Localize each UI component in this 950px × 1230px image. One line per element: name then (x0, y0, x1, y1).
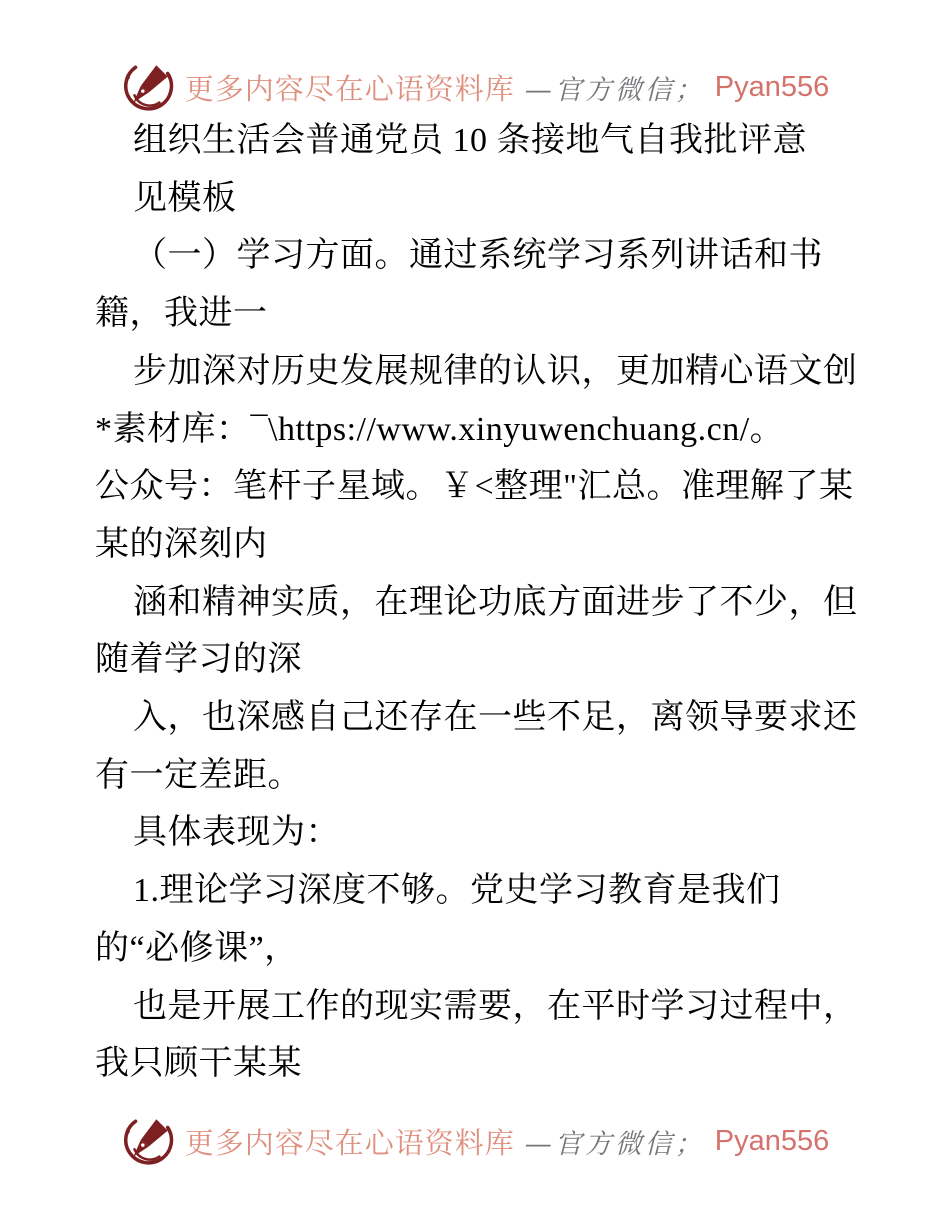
text-line: 具体表现为： (133, 814, 340, 852)
pen-logo-icon (121, 60, 175, 114)
text-line: 籍，我进一 (95, 295, 268, 333)
pen-logo-icon (121, 1114, 175, 1168)
text-line: 随着学习的深 (95, 641, 302, 679)
text-line: 公众号：笔杆子星域。￥<整理"汇总。准理解了某 (95, 468, 854, 506)
text-line: 见模板 (133, 179, 237, 217)
text-line: *素材库：¯\https://www.xinyuwenchuang.cn/。 (95, 410, 785, 448)
text-line: 某的深刻内 (95, 525, 268, 563)
page-header-banner (0, 60, 950, 114)
banner-slogan: 更多内容尽在心语资料库 (184, 1127, 515, 1160)
text-line: 1.理论学习深度不够。党史学习教育是我们 (133, 872, 781, 910)
text-line: 步加深对历史发展规律的认识，更加精心语文创 (133, 352, 858, 390)
banner-wechat-label: —官方微信； (524, 74, 705, 106)
banner-slogan: 更多内容尽在心语资料库 (184, 73, 515, 106)
text-line: 也是开展工作的现实需要，在平时学习过程中， (133, 987, 858, 1025)
text-line: 有一定差距。 (95, 756, 302, 794)
banner-wechat-id: Pyan556 (714, 1124, 830, 1157)
text-line: 入，也深感自己还存在一些不足，离领导要求还 (133, 699, 858, 737)
document-lines (95, 112, 870, 1093)
text-line: 组织生活会普通党员 10 条接地气自我批评意 (133, 122, 807, 159)
page-footer-banner (0, 1114, 950, 1168)
text-line: 的“必修课”， (95, 929, 299, 967)
text-line: 涵和精神实质，在理论功底方面进步了不少，但 (133, 583, 858, 621)
text-line: 我只顾干某某 (95, 1045, 302, 1083)
document-body (95, 112, 870, 1093)
banner-wechat-id: Pyan556 (714, 70, 830, 103)
text-line: （一）学习方面。通过系统学习系列讲话和书 (133, 237, 823, 275)
banner-wechat-label: —官方微信； (524, 1128, 705, 1160)
